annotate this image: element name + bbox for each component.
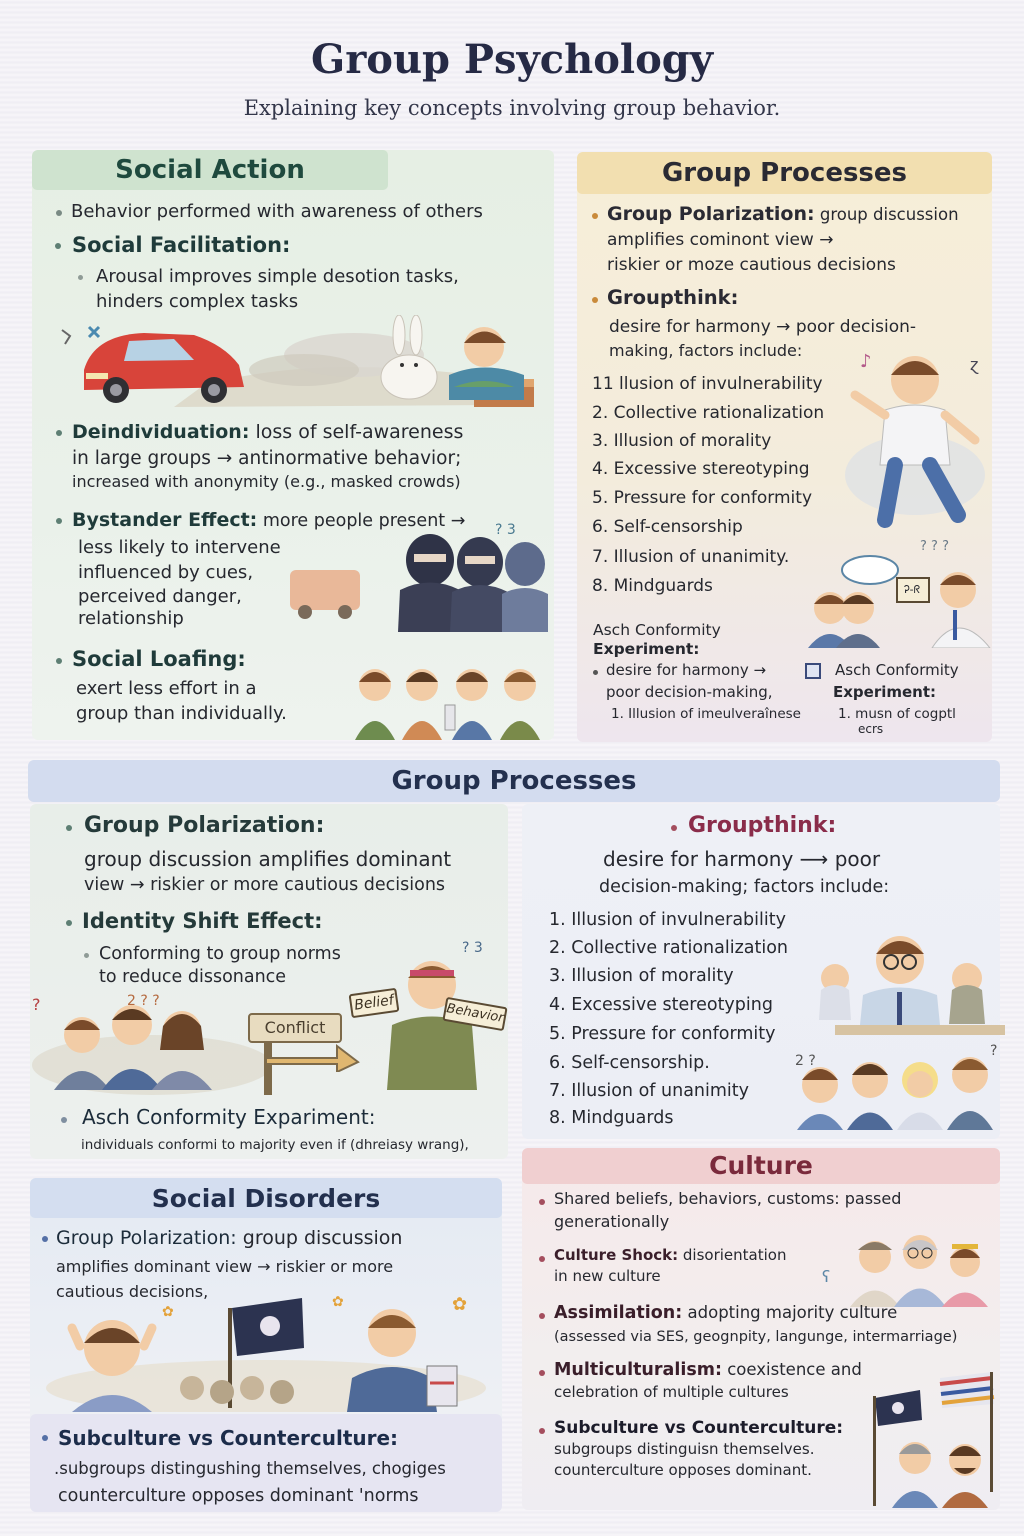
gp-top-groupthink-line2: making, factors include: [609,341,803,360]
group-processes-top-heading: Group Processes [577,152,992,194]
identity-shift-line1: Conforming to group norms [99,944,341,964]
deindividuation-label: Deindividuation: [72,421,250,443]
bullet-dot [61,1117,67,1123]
deindividuation-def: loss of self-awareness [249,421,464,443]
svg-text:ʕ: ʕ [822,1267,831,1286]
bullet-dot [56,658,62,664]
deindividuation-line3: increased with anonymity (e.g., masked crowds) [72,472,461,491]
svg-text:2 ?: 2 ? [795,1053,816,1069]
gp-top-groupthink-label: Groupthink: [607,286,739,309]
gp-top-polarization-def: group discussion [814,205,959,224]
svg-text:? ? ?: ? ? ? [920,539,949,554]
svg-text:?: ? [32,995,41,1014]
culture-shock-def: disorientation [678,1246,787,1264]
gp-top-polarization-line3: riskier or moze cautious decisions [607,255,896,275]
deindividuation-line1 [72,420,463,445]
family-illustration [820,1222,1000,1307]
gp-top-factor-5: 5. Pressure for conformity [592,488,813,508]
gp-top-groupthink-line1: desire for harmony → poor decision- [609,317,917,337]
arrow-icon [262,1032,362,1072]
dancing-boy-illustration [840,345,990,530]
gp-mid-factor-3: 3. Illusion of morality [549,966,734,986]
social-loafing-label: Social Loafing: [72,647,246,671]
culture-subculture-line2: counterculture opposes dominant. [554,1461,812,1479]
sd-subculture-label: Subculture vs Counterculture: [58,1426,399,1450]
group-processes-mid-banner [28,760,1000,802]
sd-subculture-line2: counterculture opposes dominant 'norms [58,1486,419,1506]
gp-top-factor-2: 2. Collective rationalization [592,403,825,423]
bullet-dot [42,1236,48,1242]
gp-top-polarization-line2: amplifies cominont view → [607,230,834,250]
social-facilitation-label: Social Facilitation: [72,233,291,257]
culture-shock-line1 [554,1246,786,1266]
gp-top-factor-4: 4. Excessive stereotyping [592,459,810,479]
sd-polarization-def: group discussion [236,1227,403,1249]
bystander-line4: perceived danger, [78,586,242,607]
conflict-sign: Conflict [248,1013,342,1043]
bullet-dot [539,1256,545,1262]
gp-top-polarization-line1 [607,202,959,227]
bullet-dot [671,825,677,831]
page-subtitle: Explaining key concepts involving group behavior. [243,96,781,120]
bullet-dot [66,825,72,831]
bystander-label: Bystander Effect: [72,509,258,531]
asch-mid-line: individuals conformi to majority even if (dhreiasy wrang), [81,1137,469,1153]
svg-text:?: ? [990,1043,998,1059]
bullet-dot [592,297,598,303]
multiculturalism-label: Multiculturalism: [554,1360,722,1380]
gp-mid-groupthink-line2: decision-making; factors include: [599,877,890,897]
car-bunny-illustration [54,315,544,415]
svg-text:✿: ✿ [162,1304,174,1320]
social-action-heading: Social Action [32,150,388,190]
culture-subculture-line1: subgroups distinguisn themselves. [554,1440,815,1458]
social-loafing-line2: group than individually. [76,703,287,724]
gp-mid-polarization-label: Group Polarization: [84,813,325,838]
social-action-intro: Behavior performed with awareness of others [71,201,483,222]
sd-polarization-line3: cautious decisions, [56,1282,209,1301]
bullet-dot [539,1313,545,1319]
bystander-def: more people present → [257,511,466,531]
bullet-dot [42,1435,48,1441]
bullet-dot [55,243,61,249]
svg-text:✿: ✿ [452,1294,468,1315]
asch-top-b3: 1. Illusion of imeulveraînese [611,706,801,722]
bystander-line2: less likely to intervene [78,537,281,558]
asch-top-b2: poor decision-making, [606,683,773,701]
deindividuation-line2: in large groups → antinormative behavior; [72,448,462,469]
notebook-icon [805,663,821,679]
gp-top-factor-6: 6. Self-censorship [592,517,743,537]
sd-polarization-line2: amplifies dominant view → riskier or more [56,1257,394,1276]
bullet-dot [66,920,72,926]
asch-top-c4: ecrs [858,722,884,736]
bullet-dot [56,518,62,524]
gp-mid-factor-4: 4. Excessive stereotyping [549,995,773,1015]
group-processes-mid-heading: Group Processes [391,766,637,796]
svg-text:♪: ♪ [860,351,872,372]
bullet-dot [539,1428,545,1434]
asch-top-title-2: Experiment: [593,640,700,658]
gp-top-factor-7: 7. Illusion of unanimity. [592,547,790,567]
culture-shock-label: Culture Shock: [554,1246,679,1264]
assimilation-def: adopting majority culture [682,1303,898,1322]
behavior-sign: Behavior [442,997,507,1031]
gp-mid-factor-8: 8. Mindguards [549,1108,674,1128]
culture-heading: Culture [522,1148,1000,1184]
social-disorders-heading: Social Disorders [30,1178,502,1218]
culture-shock-line2: in new culture [554,1267,661,1285]
svg-text:✿: ✿ [332,1294,344,1310]
sd-subculture-line1: .subgroups distingushing themselves, chogiges [54,1459,446,1478]
gp-mid-groupthink-label: Groupthink: [688,813,837,838]
masked-crowd-illustration [290,520,552,632]
gp-mid-factor-5: 5. Pressure for conformity [549,1024,776,1044]
culture-subculture-label: Subculture vs Counterculture: [554,1418,844,1438]
bullet-dot [539,1370,545,1376]
belief-sign: Belief [349,988,400,1018]
svg-text:? 3: ? 3 [495,522,516,538]
sd-polarization-line1 [56,1226,402,1251]
svg-text:2 ? ?: 2 ? ? [127,993,160,1009]
asch-top-c3: 1. musn of cogptl [838,706,956,722]
gp-mid-factor-1: 1. Illusion of invulnerability [549,910,786,930]
assimilation-label: Assimilation: [554,1303,683,1323]
gp-top-factor-3: 3. Illusion of morality [592,431,772,451]
culture-shared-line1: Shared beliefs, behaviors, customs: passed [554,1189,902,1208]
gp-mid-groupthink-line1: desire for harmony ⟶ poor [603,847,881,871]
multiculturalism-line2: celebration of multiple cultures [554,1383,789,1401]
loafing-group-illustration [350,650,554,740]
social-facilitation-line2: hinders complex tasks [96,291,299,312]
culture-shared-line2: generationally [554,1212,670,1231]
bullet-dot [56,210,62,216]
bullet-dot [593,670,598,675]
asch-mid-label: Asch Conformity Expariment: [82,1105,376,1129]
bystander-line3: influenced by cues, [78,562,254,583]
gp-mid-polarization-line2: view → riskier or more cautious decisions [84,875,446,895]
identity-shift-line2: to reduce dissonance [99,967,287,987]
page-title: Group Psychology [311,36,713,83]
meeting-group-illustration [795,920,1010,1135]
gp-mid-factor-2: 2. Collective rationalization [549,938,789,958]
gp-mid-factor-7: 7. Illusion of unanimity [549,1081,749,1101]
asch-top-c2: Experiment: [833,683,937,701]
asch-top-title-1: Asch Conformity [593,621,721,639]
multiculturalism-def: coexistence and [721,1360,862,1379]
assimilation-line2: (assessed via SES, geognpity, langunge, intermarriage) [554,1329,958,1345]
crowd-flag-illustration [32,1288,500,1412]
bullet-dot [592,213,598,219]
social-loafing-line1: exert less effort in a [76,678,257,699]
svg-text:ɀ: ɀ [970,355,979,374]
asch-top-c1: Asch Conformity [835,661,959,679]
gp-top-polarization-label: Group Polarization: [607,203,815,225]
bullet-dot [56,430,62,436]
asch-top-b1: desire for harmony → [606,661,767,679]
social-facilitation-line1: Arousal improves simple desotion tasks, [96,266,459,287]
gp-top-factor-1: 11 llusion of invulnerability [592,374,823,394]
bystander-line5: relationship [78,608,184,629]
counterculture-flags-illustration [870,1368,1000,1508]
bullet-dot [539,1199,545,1205]
assimilation-line1 [554,1302,897,1325]
gp-mid-factor-6: 6. Self-censorship. [549,1053,710,1073]
discussion-group-illustration [800,530,1000,648]
gp-mid-polarization-line1: group discussion amplifies dominant [84,847,452,871]
bullet-dot [78,275,83,280]
svg-text:? 3: ? 3 [462,940,483,956]
identity-shift-label: Identity Shift Effect: [82,909,323,933]
sd-polarization-label: Group Polarization: [56,1227,237,1249]
gp-top-factor-8: 8. Mindguards [592,576,713,596]
discussion-sign: Ꭾ-ᖇ [904,583,921,596]
multiculturalism-line1 [554,1359,862,1382]
